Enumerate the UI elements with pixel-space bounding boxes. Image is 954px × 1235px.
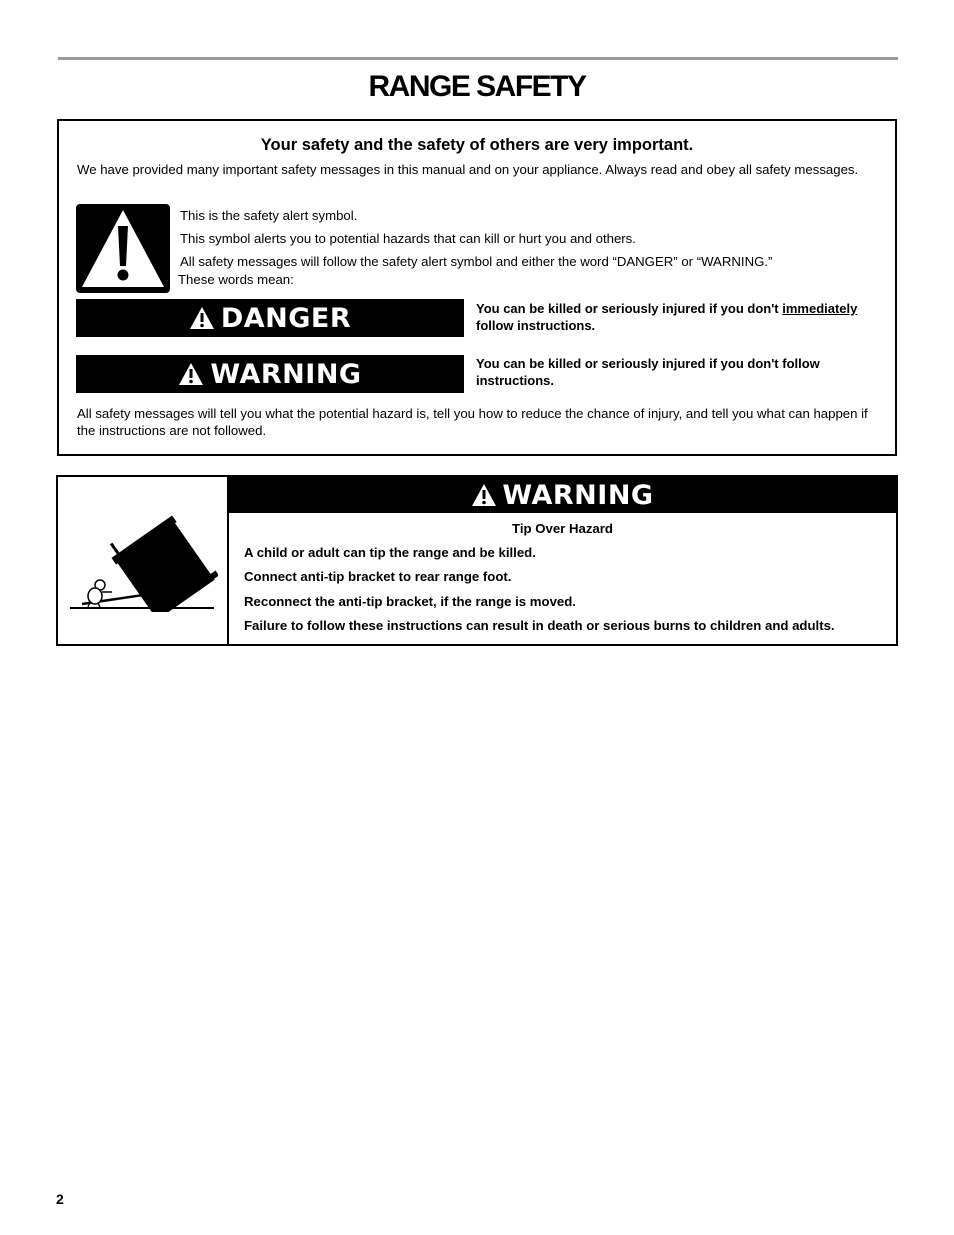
safety-intro: We have provided many important safety messages in this manual and on your appliance. Always read and obey all safety messages. [77, 162, 859, 177]
alert-triangle-icon [471, 483, 497, 507]
tip-over-warning-bar [229, 477, 896, 513]
top-divider [58, 57, 898, 60]
hazard-line: A child or adult can tip the range and be killed. [244, 545, 536, 560]
hazard-line: Failure to follow these instructions can result in death or serious burns to children and adults. [244, 617, 835, 633]
symbol-line: These words mean: [178, 272, 294, 287]
tip-over-warning-label: WARNING [502, 479, 654, 511]
safety-symbol-description [180, 207, 772, 294]
hazard-title: Tip Over Hazard [512, 521, 613, 536]
alert-triangle-icon [189, 306, 215, 330]
hazard-line: Reconnect the anti-tip bracket, if the range is moved. [244, 593, 576, 609]
alert-triangle-icon [178, 362, 204, 386]
warning-signal-bar [76, 355, 464, 393]
page-number: 2 [56, 1191, 64, 1207]
danger-signal-bar [76, 299, 464, 337]
child-tipping-range-illustration [68, 512, 218, 612]
tip-over-warning-box [56, 475, 898, 646]
danger-label: DANGER [220, 302, 352, 334]
danger-emphasis: immediately [782, 301, 858, 316]
safety-footer: All safety messages will tell you what the potential hazard is, tell you how to reduce the chance of injury, and tell you what can happen if the instructions are not followed. [77, 406, 868, 438]
safety-alert-triangle-icon [76, 204, 170, 293]
symbol-line: This is the safety alert symbol. [180, 208, 358, 223]
symbol-line: This symbol alerts you to potential hazards that can kill or hurt you and others. [180, 231, 636, 246]
danger-description: You can be killed or seriously injured if you don't immediately follow instructions. [476, 301, 858, 333]
warning-description: You can be killed or seriously injured if you don't follow instructions. [476, 356, 820, 388]
warning-emphasis: follow [782, 356, 820, 371]
symbol-line: All safety messages will follow the safety alert symbol and either the word “DANGER” or “WARNING.” [180, 254, 773, 269]
illustration-cell [58, 477, 229, 644]
safety-info-box [57, 119, 897, 456]
hazard-instructions [244, 545, 835, 642]
page-title: RANGE SAFETY [368, 70, 586, 103]
safety-heading: Your safety and the safety of others are very important. [260, 136, 694, 154]
warning-label: WARNING [210, 358, 362, 390]
hazard-line: Connect anti-tip bracket to rear range foot. [244, 569, 512, 585]
